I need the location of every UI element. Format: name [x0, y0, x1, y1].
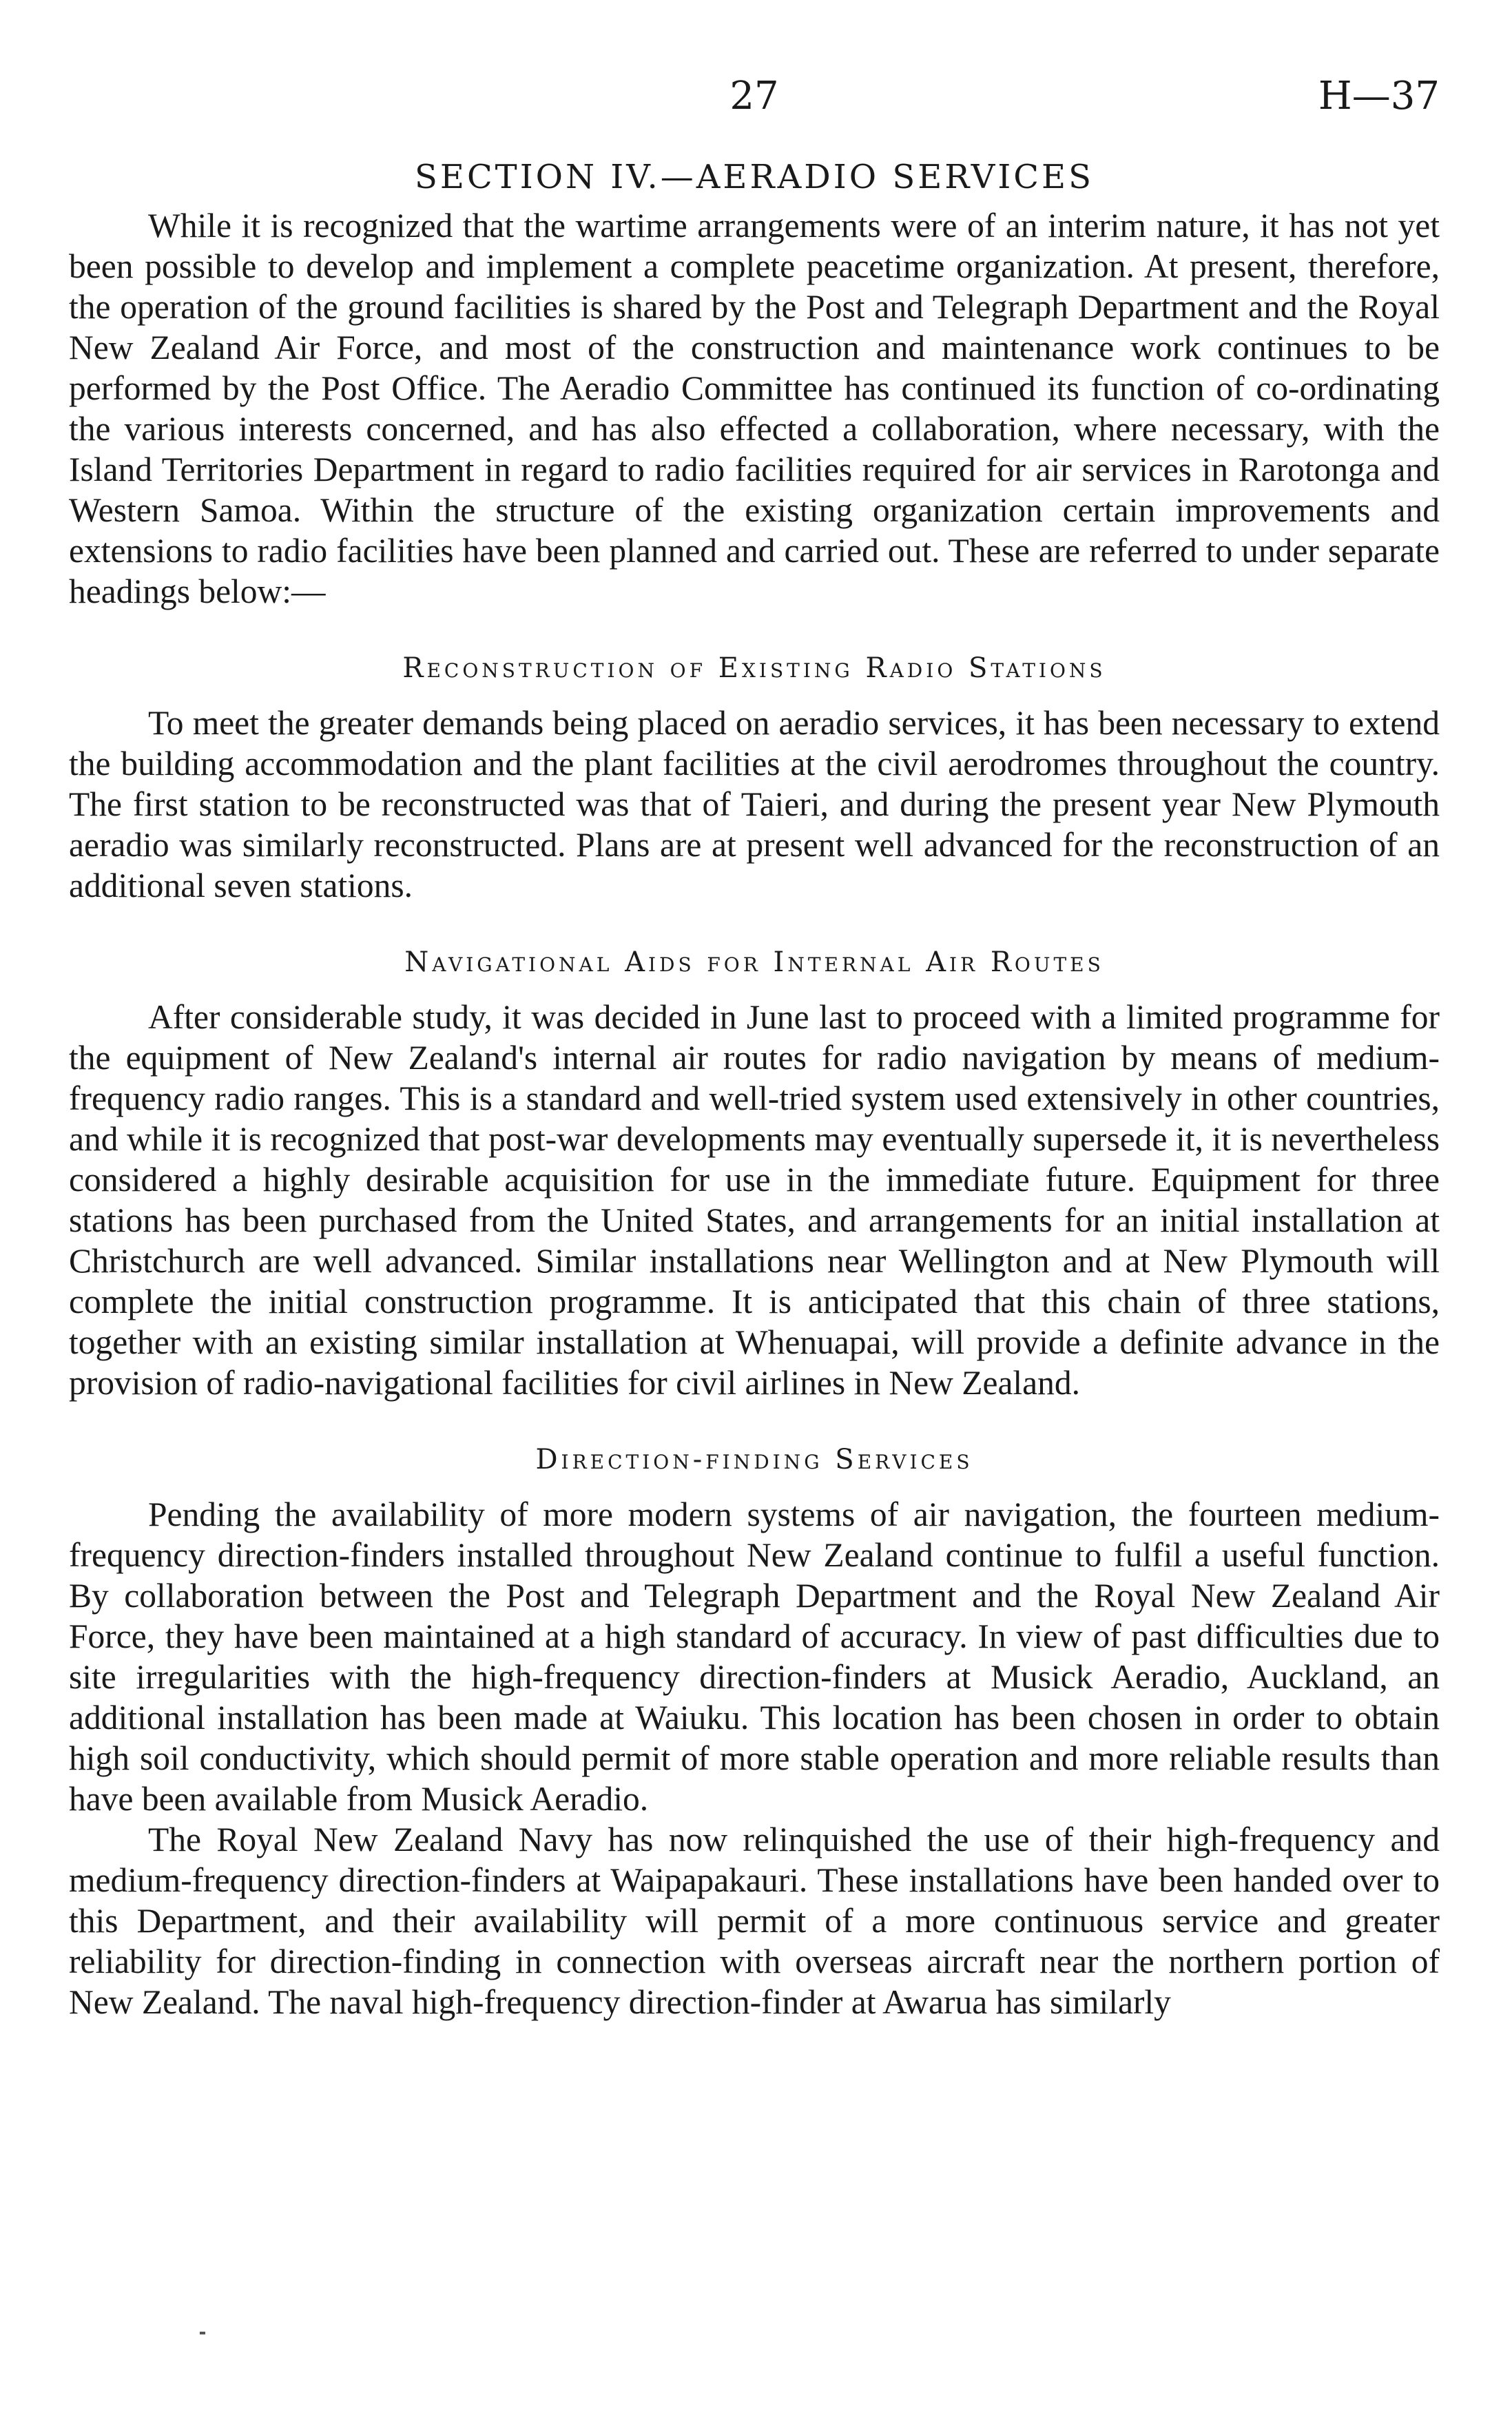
page-number: 27: [729, 74, 779, 118]
document-reference: H—37: [1318, 74, 1440, 118]
subsection-title-navigational-aids: Navigational Aids for Internal Air Routes: [404, 946, 1104, 978]
section-title: SECTION IV.—AERADIO SERVICES: [415, 158, 1094, 196]
subsection-title-direction-finding: Direction-finding Services: [535, 1444, 973, 1475]
section-intro-paragraph: While it is recognized that the wartime arrangements were of an interim nature, it has not yet been possible to develop and implement a complete peacetime organization. At present, therefore, the operation of the ground facilities is shared by the Post and Telegraph Department and the Royal New Zealand Air Force, and most of the construction and maintenance work continues to be performed by the Post Office. The Aeradio Committee has continued its function of co-ordinating the various interests concerned, and has also effected a collaboration, where necessary, with the Island Territories Department in regard to radio facilities required for air services in Rarotonga and Western Samoa. Within the structure of the existing organization certain improvements and extensions to radio facilities have been planned and carried out. These are referred to under separate headings below:—: [69, 207, 1440, 610]
paragraph-direction-finding-2: The Royal New Zealand Navy has now relinquished the use of their high-frequency and medium-frequency direction-finders at Waipapakauri. These installations have been handed over to this Department, and their availability will permit of a more continuous service and greater reliability for direction-finding in connection with overseas aircraft near the northern portion of New Zealand. The naval high-frequency direction-finder at Awarua has similarly: [69, 1821, 1440, 2021]
paragraph-reconstruction: To meet the greater demands being placed on aeradio services, it has been necessary to extend the building accommodation and the plant facilities at the civil aerodromes throughout the country. The first station to be reconstructed was that of Taieri, and during the present year New Plymouth aeradio was similarly reconstructed. Plans are at present well advanced for the reconstruction of an additional seven stations.: [69, 704, 1440, 904]
subsection-title-reconstruction: Reconstruction of Existing Radio Stations: [402, 652, 1106, 684]
paragraph-navigational-aids: After considerable study, it was decided in June last to proceed with a limited programme for the equipment of New Zealand's internal air routes for radio navigation by means of medium-frequency radio ranges. This is a standard and well-tried system used extensively in other countries, and while it is recognized that post-war developments may eventually supersede it, it is nevertheless considered a highly desirable acquisition for use in the immediate future. Equipment for three stations has been purchased from the United States, and arrangements for an initial installation at Christchurch are well advanced. Similar installations near Wellington and at New Plymouth will complete the initial construction programme. It is anticipated that this chain of three stations, together with an existing similar installation at Whenuapai, will provide a definite advance in the provision of radio-navigational facilities for civil airlines in New Zealand.: [69, 998, 1440, 1402]
paragraph-direction-finding-1: Pending the availability of more modern systems of air navigation, the fourteen medium-frequency direction-finders installed throughout New Zealand continue to fulfil a useful function. By collaboration between the Post and Telegraph Department and the Royal New Zealand Air Force, they have been maintained at a high standard of accuracy. In view of past difficulties due to site irregularities with the high-frequency direction-finders at Musick Aeradio, Auckland, an additional installation has been made at Waiuku. This location has been chosen in order to obtain high soil conductivity, which should permit of more stable operation and more reliable results than have been available from Musick Aeradio.: [69, 1495, 1440, 1818]
document-page: [69, 69, 1440, 2397]
running-head: [69, 69, 1440, 152]
print-mark: [200, 2332, 205, 2334]
